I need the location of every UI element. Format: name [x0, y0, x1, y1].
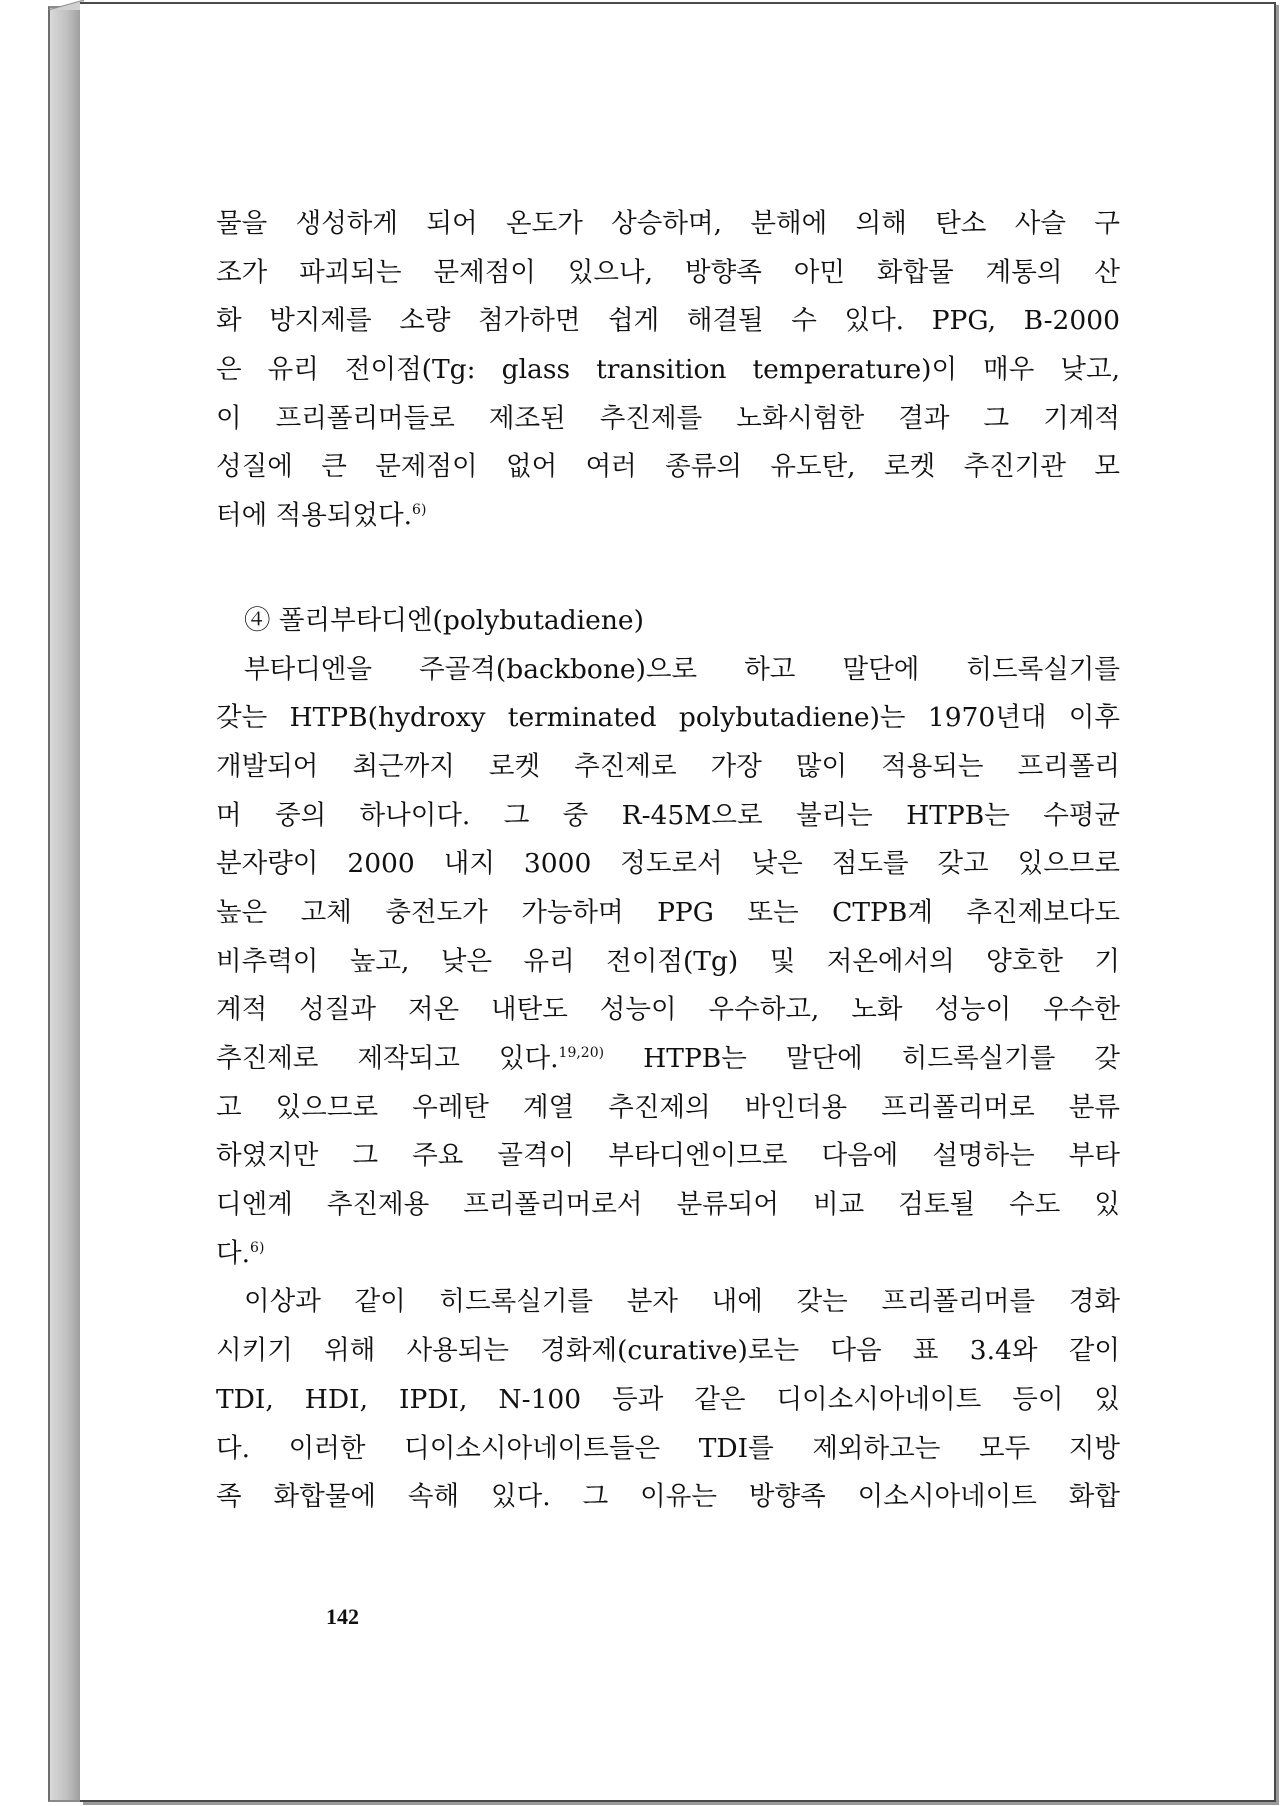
- text-line: [216, 1230, 1120, 1279]
- text-fragment: HTPB는 말단에 히드록실기를 갖: [604, 1043, 1121, 1074]
- paragraph-htpb: [216, 646, 1120, 1279]
- text-line: 하였지만 그 주요 골격이 부타디엔이므로 다음에 설명하는 부타: [216, 1140, 1120, 1172]
- book-page: [80, 2, 1276, 1802]
- text-line: 갖는 HTPB(hydroxy terminated polybutadiene)는 1970년대 이후: [216, 702, 1120, 734]
- text-line: 물을 생성하게 되어 온도가 상승하며, 분해에 의해 탄소 사슬 구: [216, 208, 1120, 239]
- text-fragment: 터에 적용되었다.: [216, 500, 413, 532]
- text-line: [216, 1035, 1120, 1084]
- text-line: 다. 이러한 디이소시아네이트들은 TDI를 제외하고는 모두 지방: [216, 1432, 1120, 1464]
- reference-marker: 6): [250, 1239, 265, 1256]
- text-line: 고 있으므로 우레탄 계열 추진제의 바인더용 프리폴리머로 분류: [216, 1091, 1120, 1123]
- reference-marker: 19,20): [558, 1045, 605, 1061]
- page-body: [216, 200, 1120, 1522]
- text-line: 머 중의 하나이다. 그 중 R-45M으로 불리는 HTPB는 수평균: [216, 799, 1120, 831]
- text-line: 분자량이 2000 내지 3000 정도로서 낮은 점도를 갖고 있으므로: [216, 848, 1120, 880]
- text-line: 이상과 같이 히드록실기를 분자 내에 갖는 프리폴리머를 경화: [244, 1286, 1120, 1318]
- text-line: 비추력이 높고, 낮은 유리 전이점(Tg) 및 저온에서의 양호한 기: [216, 945, 1120, 977]
- text-line: [216, 492, 1120, 541]
- text-line: 부타디엔을 주골격(backbone)으로 하고 말단에 히드록실기를: [244, 653, 1120, 685]
- text-line: 조가 파괴되는 문제점이 있으나, 방향족 아민 화합물 계통의 산: [216, 256, 1120, 288]
- text-line: 높은 고체 충전도가 가능하며 PPG 또는 CTPB계 추진제보다도: [216, 896, 1120, 928]
- text-fragment: 추진제로 제작되고 있다.: [216, 1043, 559, 1074]
- paragraph-oxidation: [216, 200, 1120, 541]
- text-line: TDI, HDI, IPDI, N-100 등과 같은 디이소시아네이트 등이 있: [216, 1383, 1120, 1415]
- section-heading: ④ 폴리부타디엔(polybutadiene): [244, 604, 644, 636]
- paragraph-curatives: [216, 1278, 1120, 1521]
- text-fragment: 다.: [216, 1237, 251, 1269]
- text-line: 이 프리폴리머들로 제조된 추진제를 노화시험한 결과 그 기계적: [216, 402, 1120, 434]
- book-spine: [48, 6, 82, 1802]
- text-line: 화 방지제를 소량 첨가하면 쉽게 해결될 수 있다. PPG, B-2000: [216, 305, 1120, 337]
- page-number: 142: [326, 1604, 359, 1629]
- text-line: 개발되어 최근까지 로켓 추진제로 가장 많이 적용되는 프리폴리: [216, 750, 1120, 782]
- text-line: 성질에 큰 문제점이 없어 여러 종류의 유도탄, 로켓 추진기관 모: [216, 451, 1120, 483]
- text-line: 은 유리 전이점(Tg: glass transition temperature)이 매우 낮고,: [216, 354, 1120, 386]
- text-line: 디엔계 추진제용 프리폴리머로서 분류되어 비교 검토될 수도 있: [216, 1189, 1120, 1221]
- text-line: 족 화합물에 속해 있다. 그 이유는 방향족 이소시아네이트 화합: [216, 1481, 1120, 1513]
- text-line: 계적 성질과 저온 내탄도 성능이 우수하고, 노화 성능이 우수한: [216, 994, 1120, 1026]
- text-line: 시키기 위해 사용되는 경화제(curative)로는 다음 표 3.4와 같이: [216, 1335, 1120, 1367]
- reference-marker: 6): [412, 502, 427, 519]
- paragraph-spacer: [216, 541, 1120, 597]
